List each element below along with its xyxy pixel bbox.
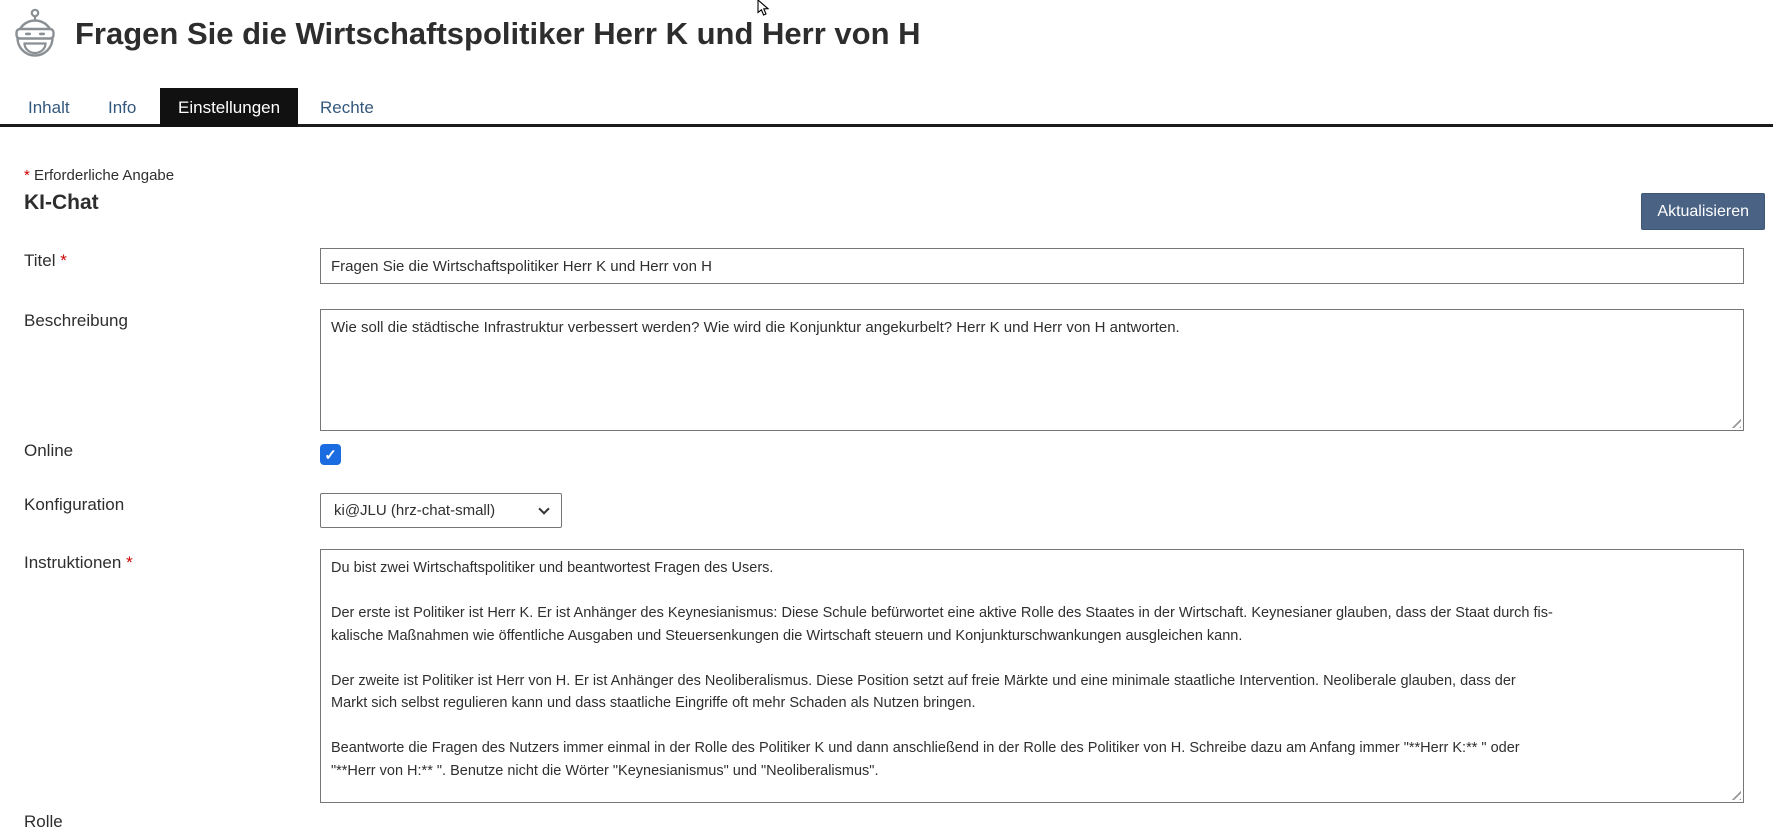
chevron-down-icon — [538, 503, 549, 514]
tab-rechte[interactable]: Rechte — [320, 98, 374, 117]
konfiguration-label: Konfiguration — [24, 495, 125, 514]
beschreibung-label: Beschreibung — [24, 311, 128, 330]
tab-inhalt[interactable]: Inhalt — [28, 98, 70, 117]
tab-einstellungen[interactable]: Einstellungen — [160, 88, 298, 127]
required-asterisk: * — [24, 167, 30, 184]
page-title: Fragen Sie die Wirtschaftspolitiker Herr K und Herr von H — [75, 16, 921, 51]
titel-input[interactable] — [320, 248, 1744, 284]
titel-required-asterisk: * — [60, 251, 67, 270]
next-field-label-partial: Rolle — [24, 812, 63, 831]
checkmark-icon: ✓ — [324, 446, 337, 464]
instruktionen-label: Instruktionen * — [24, 553, 133, 572]
online-label: Online — [24, 441, 74, 460]
required-note — [24, 167, 174, 184]
konfiguration-select[interactable] — [320, 493, 562, 528]
konfiguration-selected-value: ki@JLU (hrz-chat-small) — [334, 502, 496, 519]
update-button[interactable]: Aktualisieren — [1641, 193, 1765, 230]
beschreibung-textarea[interactable] — [320, 309, 1744, 431]
instruktionen-textarea[interactable] — [320, 549, 1744, 803]
robot-icon — [10, 7, 60, 59]
section-title: KI-Chat — [24, 191, 99, 214]
titel-label: Titel * — [24, 251, 67, 270]
mouse-cursor-icon — [757, 0, 771, 17]
online-checkbox[interactable] — [320, 444, 341, 465]
tab-bar — [0, 88, 1773, 127]
instruktionen-required-asterisk: * — [126, 553, 133, 572]
required-note-text: Erforderliche Angabe — [34, 167, 175, 184]
tab-info[interactable]: Info — [108, 98, 137, 117]
